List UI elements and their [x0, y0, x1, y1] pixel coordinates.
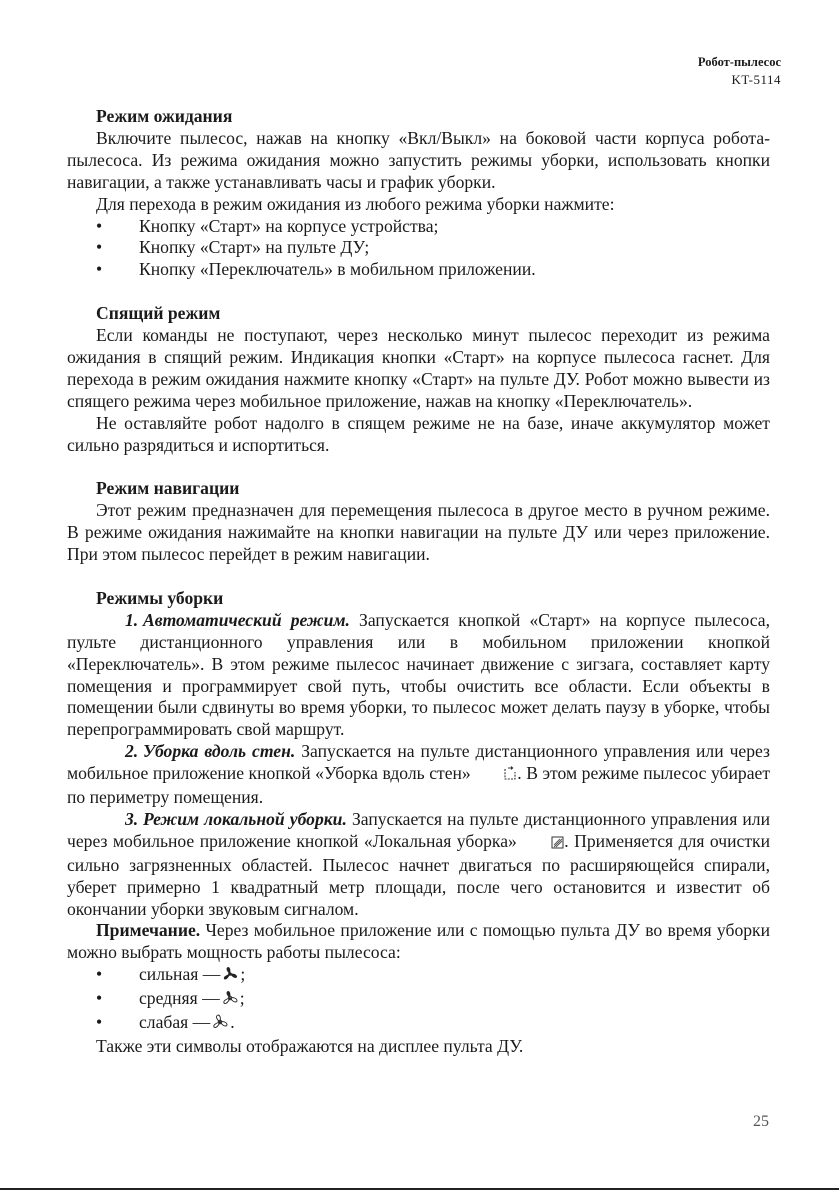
section-title-navigation: Режим навигации	[96, 478, 240, 499]
power-item-medium	[67, 988, 770, 1012]
bottom-rule	[0, 1188, 839, 1190]
power-label: слабая —	[139, 1012, 211, 1033]
wall-cleaning-icon	[475, 765, 517, 787]
item-number: 3.	[125, 808, 139, 829]
standby-bullet	[67, 216, 770, 238]
bullet-dot: •	[96, 215, 103, 236]
bullet-text: Кнопку «Переключатель» в мобильном приложении.	[139, 259, 536, 280]
standby-paragraph-2: Для перехода в режим ожидания из любого режима уборки нажмите:	[96, 193, 615, 214]
bullet-text: Кнопку «Старт» на корпусе устройства;	[139, 215, 439, 236]
item-text: Запускается кнопкой «Старт» на корпусе пылесоса, пульте дистанционного управления или в мобильном приложении кнопкой «Переключатель». В этом режиме пылесос начинает движение с зигзага, составляет карту помещения и программирует свой путь, чтобы очистить все области. Если объекты в помещении были сдвинуты во время уборки, то пылесос может делать паузу в уборке, чтобы перепрограммировать свой маршрут.	[67, 609, 771, 740]
closing-paragraph: Также эти символы отображаются на дисплее пульта ДУ.	[96, 1036, 524, 1057]
cleaning-mode-wall	[67, 741, 770, 809]
header-product: Робот-пылесос	[697, 55, 781, 69]
bullet-dot: •	[96, 1012, 103, 1033]
standby-bullet	[67, 237, 770, 259]
sleep-paragraph-2: Не оставляйте робот надолго в спящем режиме не на базе, иначе аккумулятор может сильно разрядиться и испортиться.	[67, 412, 770, 455]
item-text: Запускается на пульте дистанционного управления или через мобильное приложение кнопкой «Локальная уборка»	[67, 808, 770, 851]
fan-strong-icon	[220, 966, 240, 988]
fan-weak-icon	[210, 1014, 230, 1036]
note-text: Через мобильное приложение или с помощью пульта ДУ во время уборки можно выбрать мощность работы пылесоса:	[67, 920, 770, 963]
power-end: .	[230, 1012, 235, 1033]
power-end: ;	[240, 964, 246, 985]
note-paragraph	[67, 920, 770, 964]
standby-paragraph-1: Включите пылесос, нажав на кнопку «Вкл/Выкл» на боковой части корпуса робота-пылесоса. Из режима ожидания можно запустить режимы уборки, использовать кнопки навигации, а также устанавливать часы и график уборки.	[67, 127, 770, 192]
standby-bullet	[67, 259, 770, 281]
page-header	[698, 54, 781, 88]
item-text-continued: . Применяется для очистки сильно загрязненных областей. Пылесос начнет двигаться по расширяющейся спирали, уберет примерно 1 квадратный метр площади, после чего остановится и известит об окончании уборки звуковым сигналом.	[67, 830, 770, 919]
document-body	[67, 106, 770, 1058]
page-number: 25	[753, 1113, 769, 1130]
section-title-sleep: Спящий режим	[96, 303, 221, 324]
item-term: Уборка вдоль стен.	[143, 741, 296, 762]
navigation-paragraph-1: Этот режим предназначен для перемещения пылесоса в другое место в ручном режиме. В режиме ожидания нажимайте на кнопки навигации на пульте ДУ или через приложение. При этом пылесос перейдет в режим навигации.	[67, 500, 770, 565]
bullet-dot: •	[96, 259, 103, 280]
bullet-text: Кнопку «Старт» на пульте ДУ;	[139, 237, 370, 258]
power-label: средняя —	[139, 988, 220, 1009]
power-end: ;	[239, 988, 245, 1009]
cleaning-mode-auto	[67, 610, 770, 741]
header-model: KT-5114	[731, 72, 781, 87]
item-number: 1.	[125, 609, 139, 630]
item-text: Запускается на пульте дистанционного управления или через мобильное приложение кнопкой «Уборка вдоль стен»	[67, 741, 770, 784]
item-text-continued: . В этом режиме пылесос убирает по периметру помещения.	[67, 763, 771, 808]
item-number: 2.	[125, 741, 139, 762]
fan-medium-icon	[220, 990, 240, 1012]
item-term: Режим локальной уборки.	[143, 808, 347, 829]
bullet-dot: •	[96, 964, 103, 985]
item-term: Автоматический режим.	[143, 609, 350, 630]
bullet-dot: •	[96, 237, 103, 258]
power-item-weak	[67, 1012, 770, 1036]
power-item-strong	[67, 964, 770, 988]
power-label: сильная —	[139, 964, 221, 985]
section-title-standby: Режим ожидания	[96, 106, 233, 126]
cleaning-mode-local	[67, 809, 770, 921]
local-cleaning-icon	[522, 833, 564, 855]
bullet-dot: •	[96, 988, 103, 1009]
note-label: Примечание.	[96, 920, 201, 941]
sleep-paragraph-1: Если команды не поступают, через несколько минут пылесос переходит из режима ожидания в спящий режим. Индикация кнопки «Старт» на корпусе пылесоса гаснет. Для перехода в режим ожидания нажмите кнопку «Старт» на пульте ДУ. Робот можно вывести из спящего режима через мобильное приложение, нажав на кнопку «Переключатель».	[67, 325, 770, 411]
section-title-cleaning: Режимы уборки	[96, 587, 224, 608]
